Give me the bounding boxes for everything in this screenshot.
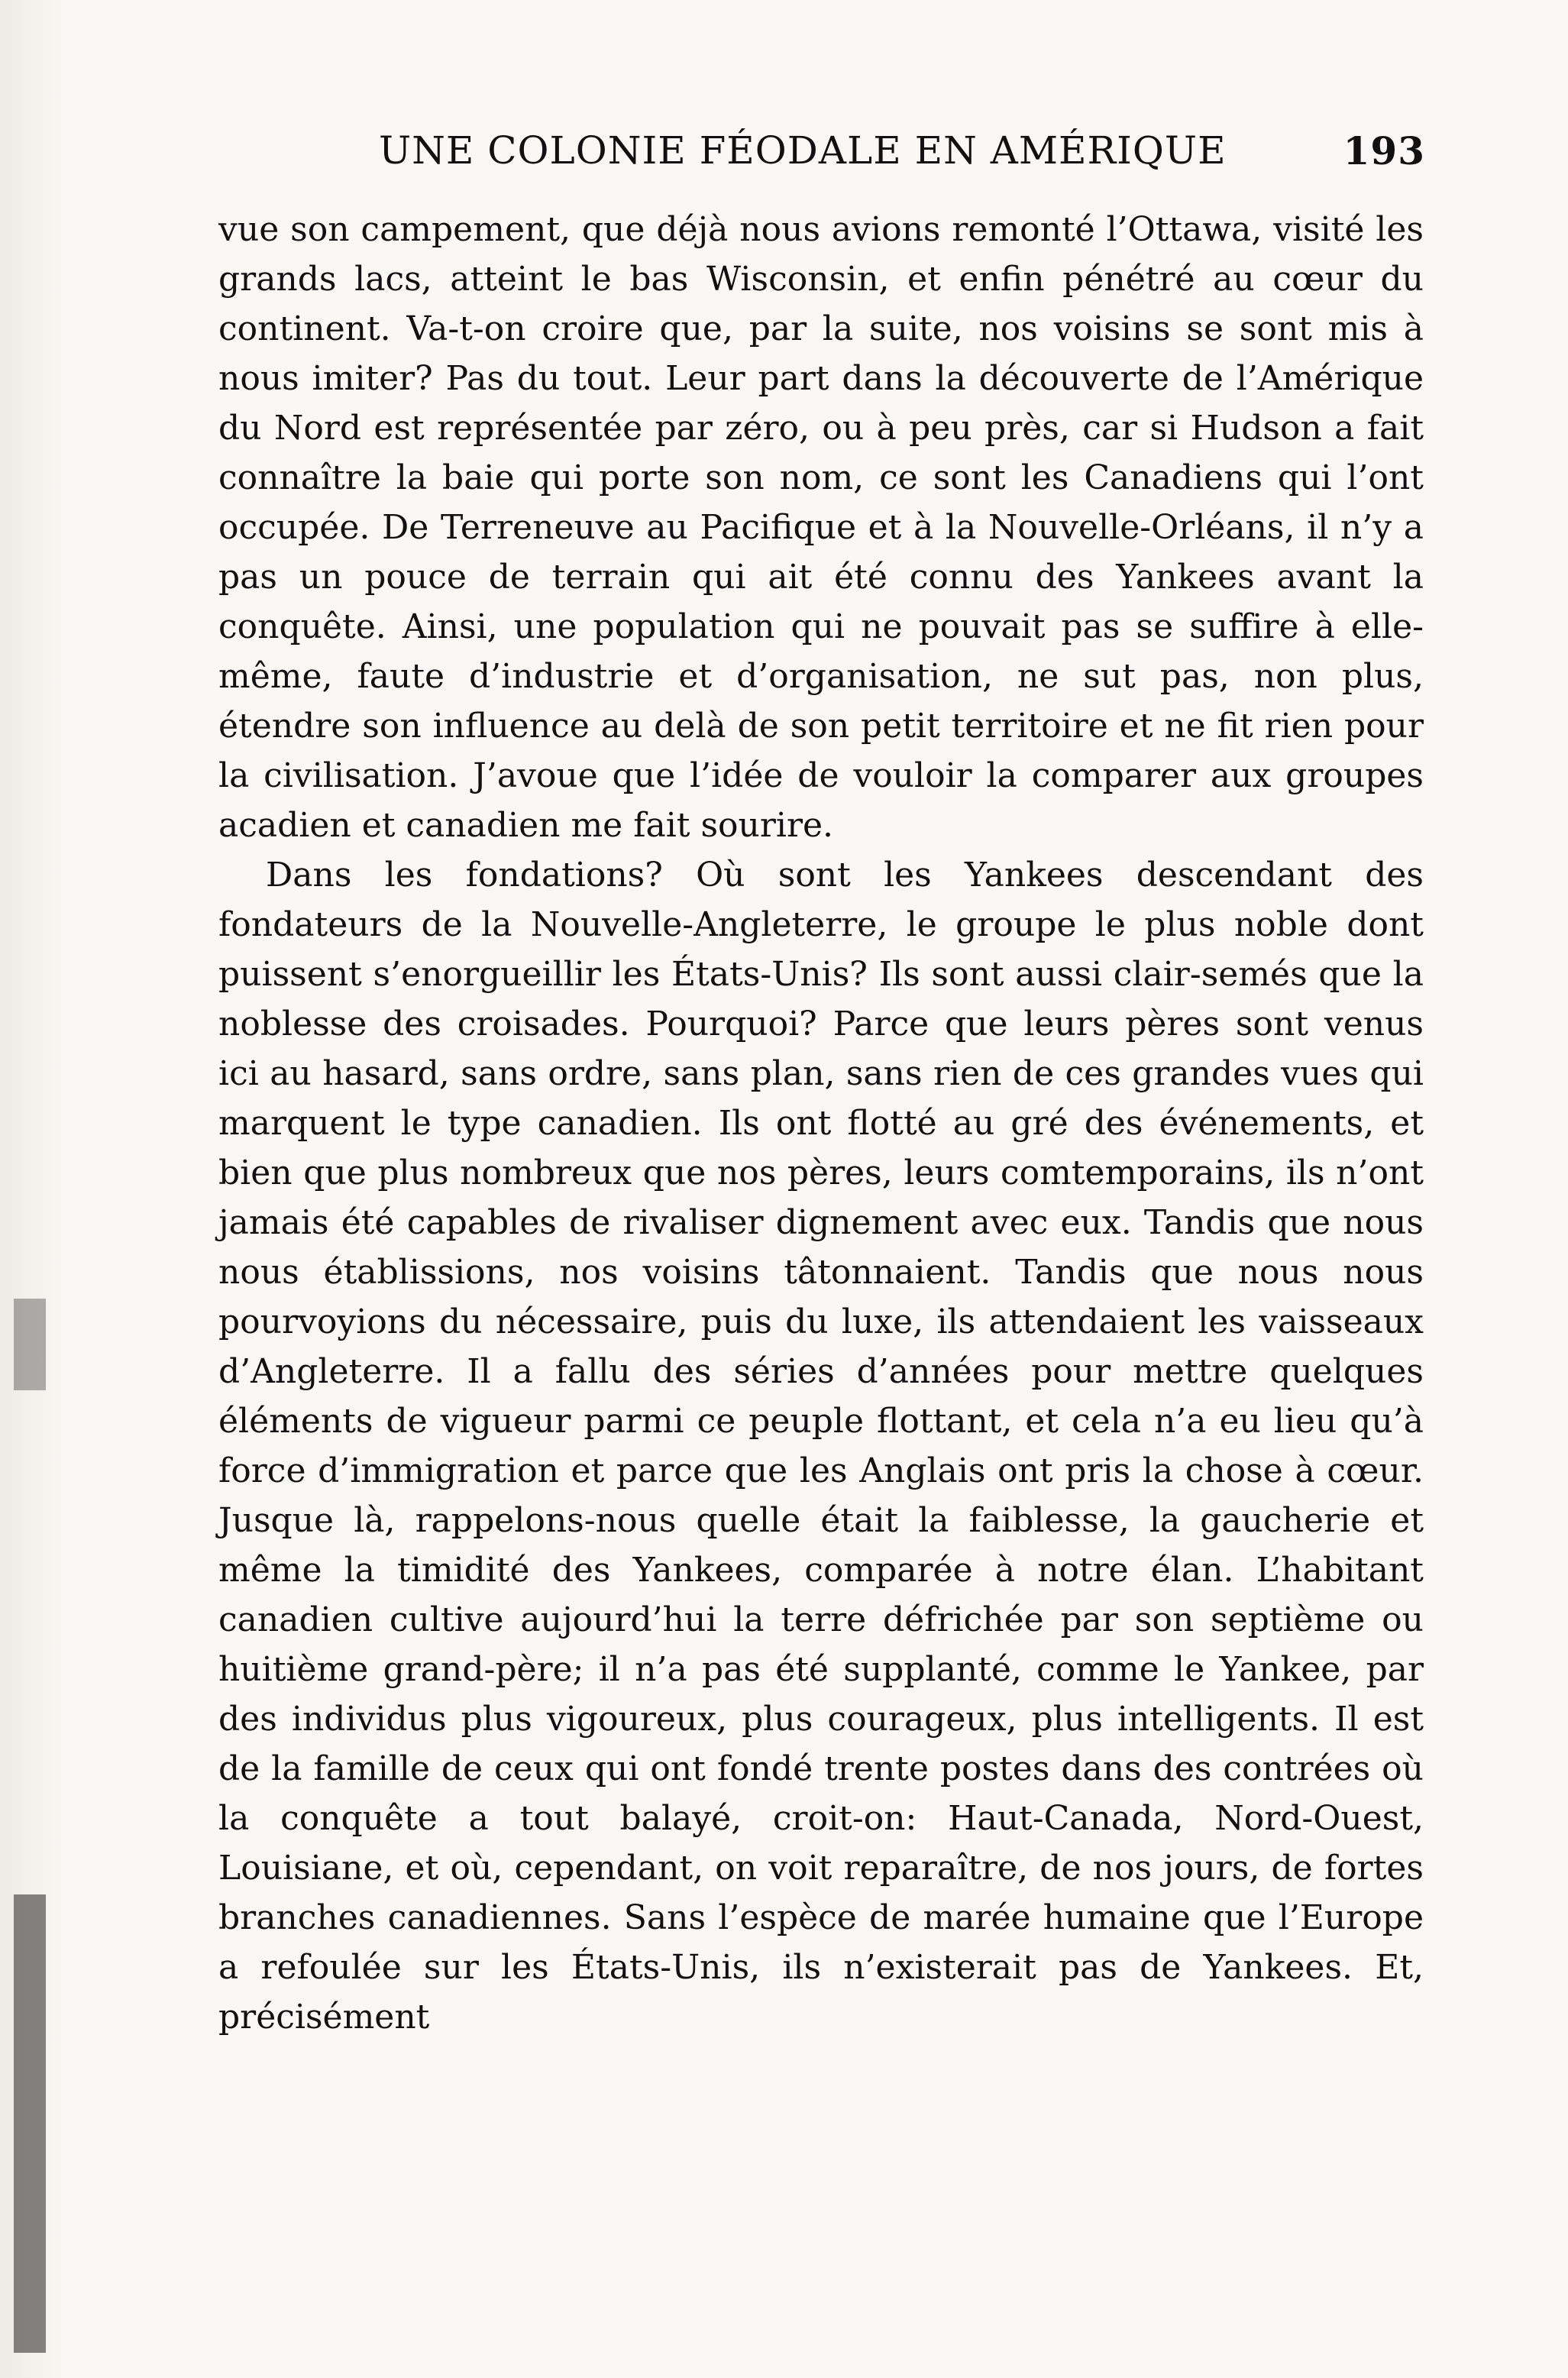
binding-shadow-mark [14, 1299, 46, 1390]
paragraph: Dans les fondations? Où sont les Yankees descendant des fondateurs de la Nouvelle-Angleterre, le groupe le plus noble dont puissent s’enorgueillir les États-Unis? Ils sont aussi clair-semés que la noblesse des croisades. Pourquoi? Parce que leurs pères sont venus ici au hasard, sans ordre, sans plan, sans rien de ces grandes vues qui marquent le type canadien. Ils ont flotté au gré des événements, et bien que plus nombreux que nos pères, leurs comtemporains, ils n’ont jamais été capables de rivaliser dignement avec eux. Tandis que nous nous établissions, nos voisins tâtonnaient. Tandis que nous nous pourvoyions du nécessaire, puis du luxe, ils attendaient les vaisseaux d’Angleterre. Il a fallu des séries d’années pour mettre quelques éléments de vigueur parmi ce peuple flottant, et cela n’a eu lieu qu’à force d’immigration et parce que les Anglais ont pris la chose à cœur. Jusque là, rappelons-nous quelle était la faiblesse, la gaucherie et même la timidité des Yankees, comparée à notre élan. L’habitant canadien cultive aujourd’hui la terre défrichée par son septième ou huitième grand-père; il n’a pas été supplanté, comme le Yankee, par des individus plus vigoureux, plus courageux, plus intelligents. Il est de la famille de ceux qui ont fondé trente postes dans des contrées où la conquête a tout balayé, croit-on: Haut-Canada, Nord-Ouest, Louisiane, et où, cependant, on voit reparaître, de nos jours, de fortes branches canadiennes. Sans l’espèce de marée humaine que l’Europe a refoulée sur les États-Unis, ils n’existerait pas de Yankees. Et, précisément [218, 856, 1424, 2037]
paragraph: vue son campement, que déjà nous avions remonté l’Ottawa, visité les grands lacs, atteint le bas Wisconsin, et enfin pénétré au cœur du continent. Va-t-on croire que, par la suite, nos voisins se sont mis à nous imiter? Pas du tout. Leur part dans la découverte de l’Amérique du Nord est représentée par zéro, ou à peu près, car si Hudson a fait connaître la baie qui porte son nom, ce sont les Canadiens qui l’ont occupée. De Terreneuve au Pacifique et à la Nouvelle-Orléans, il n’y a pas un pouce de terrain qui ait été connu des Yankees avant la conquête. Ainsi, une population qui ne pouvait pas se suffire à elle-même, faute d’industrie et d’organisation, ne sut pas, non plus, étendre son influence au delà de son petit territoire et ne fit rien pour la civilisation. J’avoue que l’idée de vouloir la comparer aux groupes acadien et canadien me fait sourire. [218, 210, 1424, 845]
running-title: UNE COLONIE FÉODALE EN AMÉRIQUE [379, 128, 1227, 173]
page-number: 193 [1343, 128, 1425, 173]
page-header [218, 128, 1425, 189]
binding-shadow-mark [14, 1894, 46, 2353]
body-text [218, 205, 1424, 2042]
scan-gutter [0, 0, 69, 2378]
